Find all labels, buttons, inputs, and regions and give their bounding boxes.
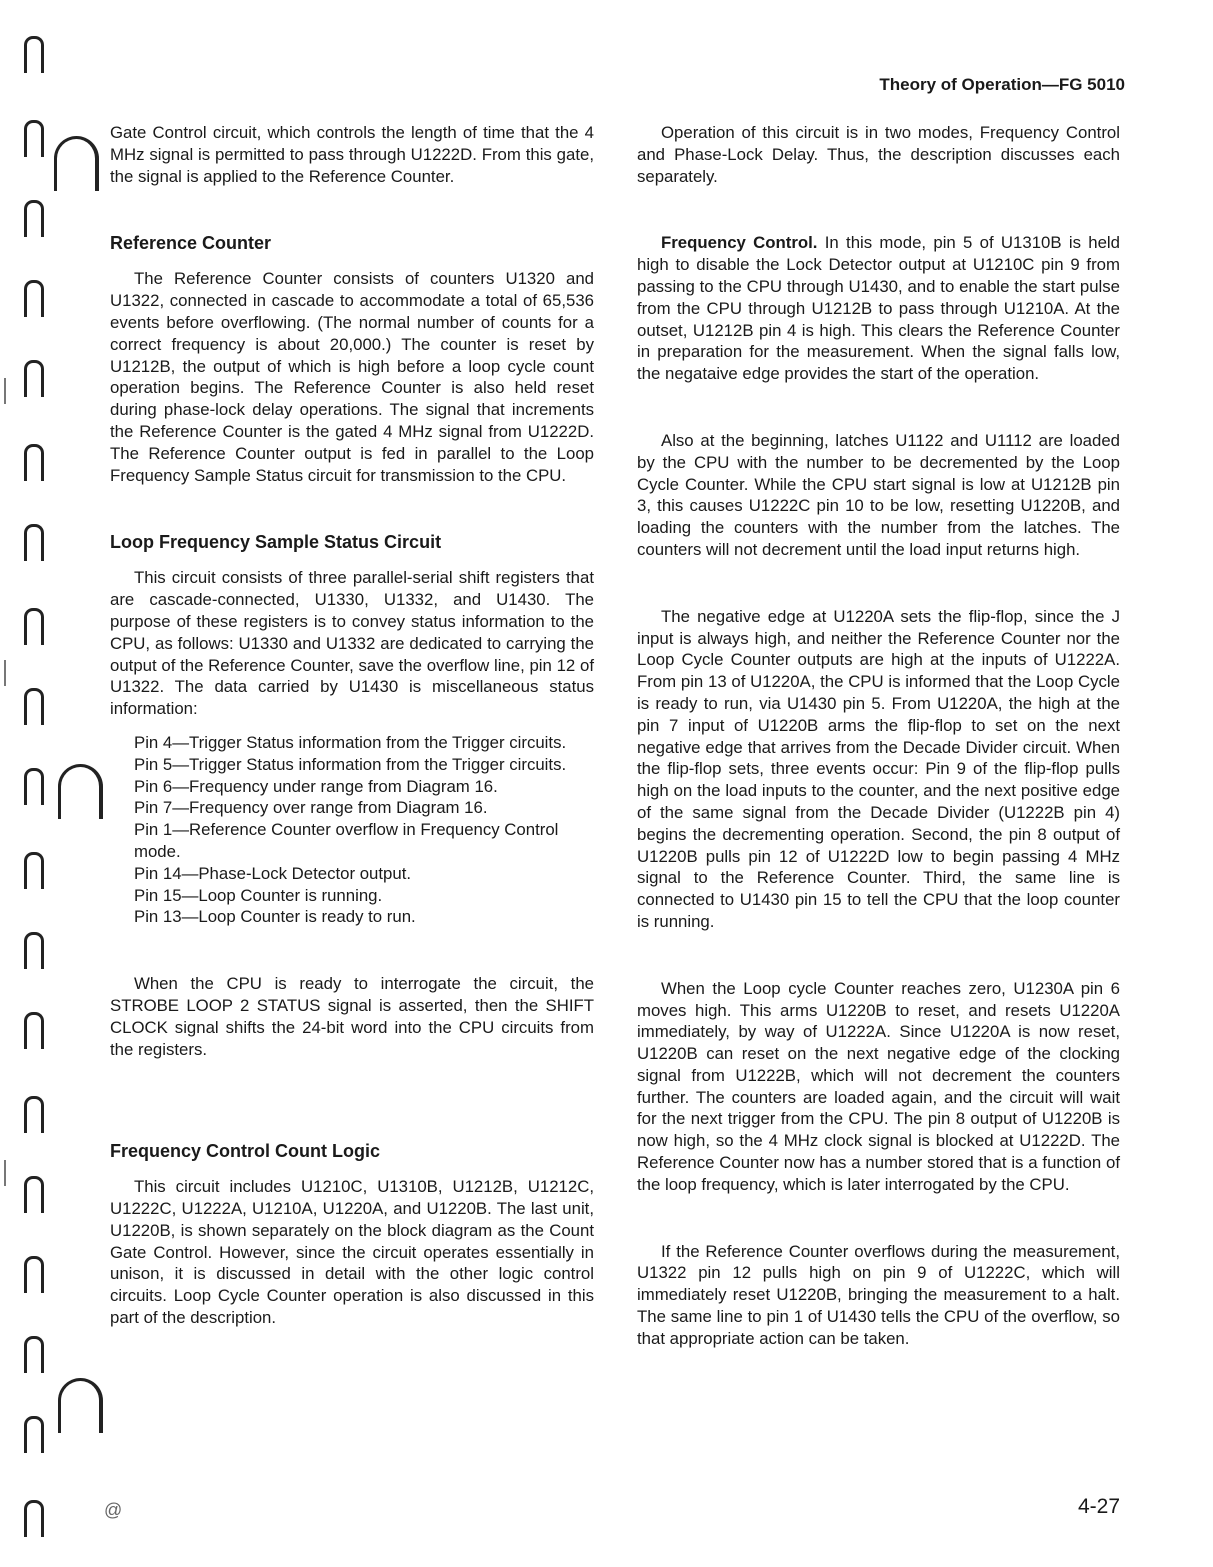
pin-list-item: Pin 7—Frequency over range from Diagram 16. xyxy=(134,798,488,818)
paragraph-strobe: When the CPU is ready to interrogate the circuit, the STROBE LOOP 2 STATUS signal is asserted, then the SHIFT CLOCK signal shifts the 24-bit word into the CPU circuits from the registers. xyxy=(110,974,594,1059)
binder-ring-icon xyxy=(24,608,44,645)
paragraph-overflow: If the Reference Counter overflows during the measurement, U1322 pin 12 pulls high on pin 9 of U1222C, which will immediately reset U1220B, bringing the measurement to a halt. The same line to pin 1 of U1430 tells the CPU of the overflow, so that appropriate action can be taken. xyxy=(637,1241,1120,1348)
binder-ring-icon xyxy=(24,1096,44,1133)
binder-ring-icon xyxy=(24,932,44,969)
binder-ring-icon xyxy=(24,360,44,397)
binder-ring-icon xyxy=(24,1176,44,1213)
heading-frequency-control-count-logic: Frequency Control Count Logic xyxy=(110,1141,380,1162)
binder-ring-icon xyxy=(24,688,44,725)
pin-list xyxy=(110,732,594,928)
paragraph-negative-edge: The negative edge at U1220A sets the flip-flop, since the J input is always high, and neither the Reference Counter nor the Loop Cycle Counter outputs are high at the inputs of U1222A. From pin 13 of U1220A, the CPU is informed that the Loop Cycle is ready to run, via U1430 pin 5. From U1220A, the high at the pin 7 input of U1220B arms the flip-flop to set on the next negative edge that arrives from the Decade Divider circuit. When the flip-flop sets, three events occur: Pin 9 of the flip-flop pulls high on the load inputs to the counter, and the next positive edge of the same signal from the Decade Divider (U1222B pin 4) begins the decrementing operation. Second, the pin 8 output of U1220B pulls pin 12 of U1222D low to begin passing 4 MHz signal to the Reference Counter. Third, the same line is connected to U1430 pin 15 to tell the CPU that the loop counter is running. xyxy=(637,606,1120,931)
paragraph-modes: Operation of this circuit is in two modes, Frequency Control and Phase-Lock Delay. Thus, the description discusses each separately. xyxy=(637,123,1120,186)
paragraph-frequency-control xyxy=(637,232,1120,385)
binder-ring-icon xyxy=(24,852,44,889)
pin-list-item: Pin 6—Frequency under range from Diagram 16. xyxy=(134,776,498,796)
pin-list-item: Pin 1—Reference Counter overflow in Frequency Control mode. xyxy=(134,820,559,861)
pin-list-item: Pin 15—Loop Counter is running. xyxy=(134,885,383,905)
binder-edge xyxy=(0,0,80,1567)
binder-ring-icon xyxy=(24,36,44,73)
binder-ring-icon xyxy=(24,1336,44,1373)
left-column xyxy=(110,122,594,1329)
paragraph-frequency-control-count-logic: This circuit includes U1210C, U1310B, U1212B, U1212C, U1222C, U1222A, U1210A, U1220A, and U1220B. The last unit, U1220B, is shown separately on the block diagram as the Count Gate Control. However, since the circuit operates essentially in unison, it is discussed in detail with the other logic control circuits. Loop Cycle Counter operation is also discussed in this part of the description. xyxy=(110,1177,594,1328)
binder-ring-icon xyxy=(24,200,44,237)
binder-ring-icon xyxy=(24,280,44,317)
punch-hole-icon xyxy=(58,1378,103,1433)
heading-loop-frequency-sample-status: Loop Frequency Sample Status Circuit xyxy=(110,532,442,553)
punch-hole-icon xyxy=(54,136,99,191)
binder-ring-icon xyxy=(24,1012,44,1049)
punch-hole-icon xyxy=(58,764,103,819)
running-header: Theory of Operation—FG 5010 xyxy=(879,75,1125,94)
paragraph-latches: Also at the beginning, latches U1122 and U1112 are loaded by the CPU with the number to be decremented by the Loop Cycle Counter. While the CPU start signal is low at U1212B pin 3, this causes U1222C pin 10 to be low, resetting U1220B, and loading the counters with the number from the latches. The counters will not decrement until the load input returns high. xyxy=(637,430,1120,559)
intro-paragraph: Gate Control circuit, which controls the length of time that the 4 MHz signal is permitted to pass through U1222D. From this gate, the signal is applied to the Reference Counter. xyxy=(110,123,594,186)
heading-reference-counter: Reference Counter xyxy=(110,233,272,254)
binder-ring-icon xyxy=(24,1500,44,1537)
paragraph-counter-reaches-zero: When the Loop cycle Counter reaches zero, U1230A pin 6 moves high. This arms U1220B to reset, and resets U1220A immediately, by way of U1222A. Since U1220A is now reset, U1220B can reset on the next negative edge of the clocking signal from U1222B, which will not decrement the counters further. The counters are loaded again, and the circuit will wait for the next trigger from the CPU. The pin 8 output of U1220B is now high, so the 4 MHz clock signal is blocked at U1222D. The Reference Counter now has a number stored that is a function of the loop frequency, which is later interrogated by the CPU. xyxy=(637,978,1120,1194)
binder-ring-icon xyxy=(24,768,44,805)
paragraph-reference-counter: The Reference Counter consists of counters U1320 and U1322, connected in cascade to accommodate a total of 65,536 events before overflowing. (The normal number of counts for a correct frequency is about 20,000.) The counter is reset by U1212B, the output of which is high before a loop cycle count operation begins. The Reference Counter is also held reset during phase-lock delay operations. The signal that increments the Reference Counter is the gated 4 MHz signal from U1222D. The Reference Counter output is fed in parallel to the Loop Frequency Sample Status circuit for transmission to the CPU. xyxy=(110,269,594,485)
binder-ring-icon xyxy=(24,444,44,481)
binder-edge-mark xyxy=(4,378,6,404)
pin-list-item: Pin 5—Trigger Status information from the Trigger circuits. xyxy=(134,754,567,774)
binder-ring-icon xyxy=(24,524,44,561)
footer-publisher-symbol: @ xyxy=(104,1500,123,1520)
binder-ring-icon xyxy=(24,120,44,157)
binder-ring-icon xyxy=(24,1416,44,1453)
paragraph-loop-frequency-sample-status: This circuit consists of three parallel-serial shift registers that are cascade-connected, U1330, U1332, and U1430. The purpose of these registers is to convey status information to the CPU, as follows: U1330 and U1332 are dedicated to carrying the output of the Reference Counter, save the overflow line, pin 12 of U1322. The data carried by U1430 is miscellaneous status information: xyxy=(110,568,594,719)
binder-ring-icon xyxy=(24,1256,44,1293)
pin-list-item: Pin 14—Phase-Lock Detector output. xyxy=(134,863,412,883)
run-in-heading-frequency-control: Frequency Control. xyxy=(661,233,818,253)
page-number: 4-27 xyxy=(1077,1495,1120,1518)
binder-edge-mark xyxy=(4,660,6,686)
pin-list-item: Pin 13—Loop Counter is ready to run. xyxy=(134,907,416,927)
pin-list-item: Pin 4—Trigger Status information from the Trigger circuits. xyxy=(134,732,567,752)
right-column xyxy=(637,122,1120,1350)
binder-edge-mark xyxy=(4,1160,6,1186)
frequency-control-text: In this mode, pin 5 of U1310B is held high to disable the Lock Detector output at U1210C pin 9 from passing to the CPU through U1430, and to enable the start pulse from the CPU through U1212B to pass through U1210A. At the outset, U1212B pin 4 is high. This clears the Reference Counter in preparation for the measurement. When the signal falls low, the negataive edge provides the start of the operation. xyxy=(637,233,1120,384)
